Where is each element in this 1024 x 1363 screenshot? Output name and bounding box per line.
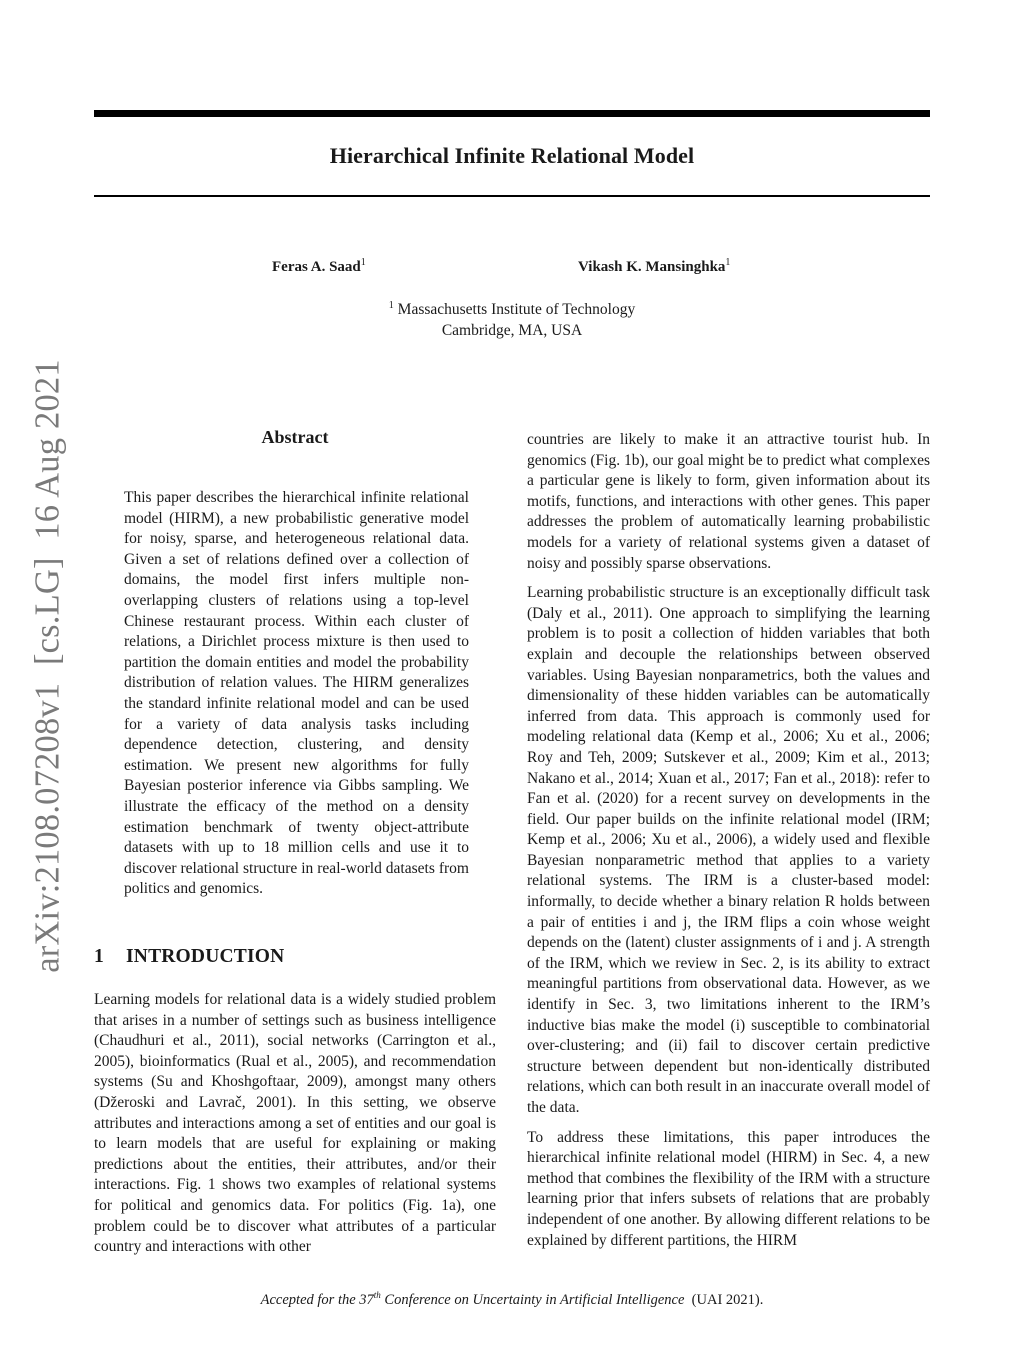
affiliation-mark: 1 [388,299,394,311]
affiliation-line-1 [262,299,762,320]
section-heading [94,946,284,968]
section-title: INTRODUCTION [126,946,285,967]
title-top-rule [94,110,930,117]
right-paragraph-3: To address these limitations, this paper introduces the hierarchical infinite relational model (HIRM) in Sec. 4, a new method that combines the flexibility of the IRM with a structure learning prior that infers subsets of relations that are probably independent of one another. By allowing different relations to be explained by different partitions, the HIRM [527,1128,930,1249]
arxiv-stamp: arXiv:2108.07208v1 [cs.LG] 16 Aug 2021 [28,359,67,973]
footer-ordinal: th [373,1290,381,1301]
left-column-body [94,990,496,1258]
section-number: 1 [94,946,104,967]
author-1-name: Feras A. Saad [272,259,361,275]
author-1-affil-mark: 1 [360,257,366,268]
abstract-body [124,488,469,900]
author-2 [578,259,730,276]
author-2-affil-mark: 1 [725,257,731,268]
paper-title: Hierarchical Infinite Relational Model [329,143,695,168]
intro-paragraph-1: Learning models for relational data is a widely studied problem that arises in a number of settings such as business intelligence (Chaudhuri et al., 2011), social networks (Carrington et al., 2005), bioinformatics (Rual et al., 2005), and recommendation systems (Su and Khoshgoftaar, 2009), amongst many others (Džeroski and Lavrač, 2001). In this setting, we observe attributes and interactions among a set of entities and our goal is to learn models that are useful for explaining or making predictions about the entities, their attributes, and/or their interactions. Fig. 1 shows two examples of relational systems for political and genomics data. For politics (Fig. 1a), one problem could be to discover what attributes of a particular country and interactions with other [94,991,496,1256]
footer-suffix: (UAI 2021). [691,1292,764,1308]
affiliation-institution: Massachusetts Institute of Technology [397,301,636,318]
abstract-heading: Abstract [261,427,329,447]
right-column-body [527,430,930,1260]
affiliation [262,299,762,341]
right-paragraph-1: countries are likely to make it an attractive tourist hub. In genomics (Fig. 1b), our goal might be to predict what complexes a particular gene is likely to form, given information about its motifs, functions, and interactions with other genes. This paper addresses the problem of automatically learning probabilistic models for a variety of relational systems given a dataset of noisy and possibly sparse observations. [527,431,930,572]
footer-prefix: Accepted for the 37 [260,1292,374,1308]
author-1 [272,259,366,276]
abstract-text: This paper describes the hierarchical infinite relational model (HIRM), a new probabilistic generative model for noisy, sparse, and heterogeneous relational data. Given a set of relations defined over a collection of domains, the model first infers multiple non-overlapping clusters of relations using a top-level Chinese restaurant process. Within each cluster of relations, a Dirichlet process mixture is then used to partition the domain entities and model the probability distribution of relation values. The HIRM generalizes the standard infinite relational model and can be used for a variety of data analysis tasks including dependence detection, clustering, and density estimation. We present new algorithms for fully Bayesian posterior inference via Gibbs sampling. We illustrate the efficacy of the method on a density estimation benchmark of twenty object-attribute datasets with up to 18 million cells and use it to discover relational structure in real-world datasets from politics and genomics. [124,489,469,898]
right-paragraph-2: Learning probabilistic structure is an exceptionally difficult task (Daly et al., 2011). One approach to simplifying the learning problem is to posit a collection of hidden variables that both explain and decouple the relationships between observed variables. Using Bayesian nonparametrics, both the values and dimensionality of these hidden variables can be automatically inferred from data. This approach is commonly used for modeling relational data (Kemp et al., 2006; Xu et al., 2006; Roy and Teh, 2009; Sutskever et al., 2009; Kim et al., 2013; Nakano et al., 2014; Xuan et al., 2017; Fan et al., 2018): refer to Fan et al. (2020) for a recent survey on developments in the field. Our paper builds on the infinite relational model (IRM; Kemp et al., 2006; Xu et al., 2006), a widely used and flexible Bayesian nonparametric method that applies to a variety relational systems. The IRM is a cluster-based model: informally, to decide whether a binary relation R holds between a pair of entities i and j, the IRM flips a coin whose weight depends on the (latent) cluster assignments of i and j. A strength of the IRM, which we review in Sec. 2, is its ability to extract meaningful partitions from observational data. However, as we identify in Sec. 3, two limitations inherent to the IRM’s inductive bias make the model (i) susceptible to combinatorial over-clustering; and (ii) fail to discover certain predictive structure between dependent but non-identically distributed relations, which can both result in an inaccurate overall model of the data. [527,584,930,1116]
title-bottom-rule [94,195,930,197]
affiliation-line-2: Cambridge, MA, USA [441,322,583,339]
footer-note [94,1292,930,1309]
author-2-name: Vikash K. Mansinghka [578,259,726,275]
footer-conference: Conference on Uncertainty in Artificial Intelligence [380,1292,685,1308]
